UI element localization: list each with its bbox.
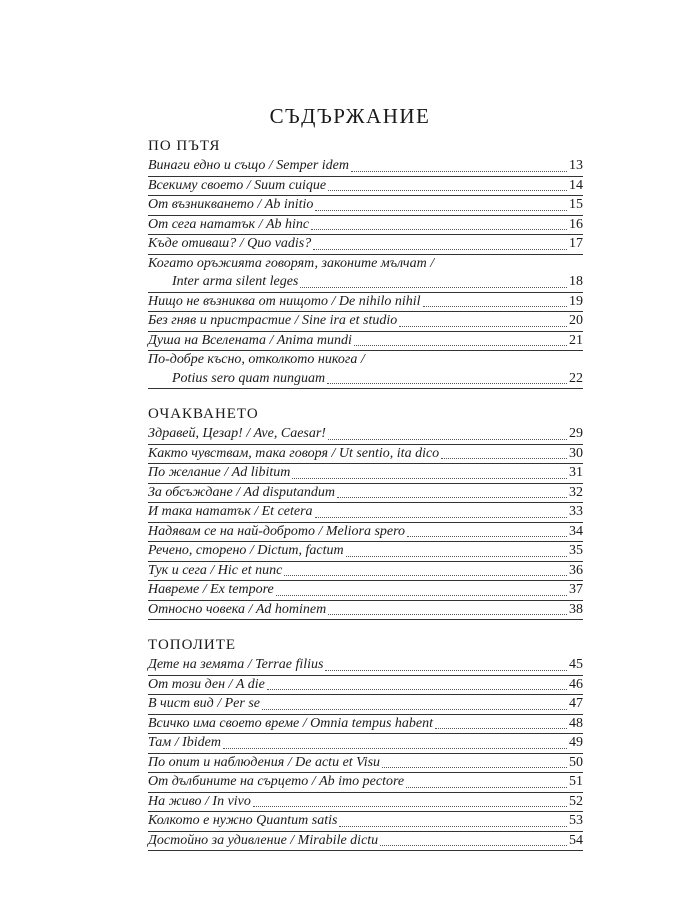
toc-section: [148, 634, 583, 851]
toc-entry-title: В чист вид / Per se: [148, 695, 260, 714]
page-number: 50: [569, 754, 583, 770]
page-number: 15: [569, 197, 583, 212]
dot-leader: [253, 802, 567, 807]
page-number: 48: [569, 715, 583, 731]
toc-entry-title: Душа на Вселената / Anima mundi: [148, 332, 352, 351]
toc-entry: [148, 581, 583, 601]
toc-entry-title: Навреме / Ex tempore: [148, 581, 274, 600]
toc-entry-title: Когато оръжията говорят, законите мълчат /: [148, 255, 435, 271]
page-number: 13: [569, 158, 583, 173]
dot-leader: [351, 167, 567, 172]
toc-entry: [148, 312, 583, 332]
dot-leader: [328, 610, 567, 615]
toc-entry-title: Дете на земята / Terrae filius: [148, 656, 323, 675]
dot-leader: [327, 379, 567, 384]
page-number: 52: [569, 793, 583, 809]
page-number: 14: [569, 177, 583, 193]
toc-entry-title: Нищо не възниква от нищото / De nihilo nihil: [148, 293, 421, 312]
dot-leader: [328, 435, 567, 440]
dot-leader: [407, 532, 567, 537]
page-number: 18: [569, 274, 583, 289]
toc-entry: [148, 676, 583, 696]
page-number: 54: [569, 832, 583, 848]
toc-entry: [148, 370, 583, 390]
toc-entry-title: По желание / Ad libitum: [148, 464, 290, 483]
dot-leader: [223, 744, 567, 749]
dot-leader: [346, 552, 567, 557]
page-number: 47: [569, 696, 583, 711]
toc-entry: [148, 216, 583, 236]
toc-entry-title: От дълбините на сърцето / Ab imo pectore: [148, 773, 404, 792]
page-number: 53: [569, 813, 583, 828]
dot-leader: [300, 283, 567, 288]
toc-entry: [148, 812, 583, 832]
section-heading: ТОПОЛИТЕ: [148, 637, 237, 653]
toc-entry-title: Без гняв и пристрастие / Sine ira et studio: [148, 312, 397, 331]
dot-leader: [325, 666, 567, 671]
toc-entry: [148, 754, 583, 774]
dot-leader: [315, 206, 567, 211]
page-number: 17: [569, 236, 583, 251]
toc-entry: [148, 196, 583, 216]
dot-leader: [423, 302, 567, 307]
toc-entry: [148, 293, 583, 313]
toc-entry: [148, 656, 583, 676]
dot-leader: [339, 822, 567, 827]
toc-entry-title: От този ден / A die: [148, 676, 265, 695]
page-number: 33: [569, 504, 583, 519]
toc-entry-title: Там / Ibidem: [148, 734, 221, 753]
toc-entry-title: Надявам се на най-доброто / Meliora spero: [148, 523, 405, 542]
page-number: 16: [569, 216, 583, 232]
toc-entry-title: Достойно за удивление / Mirabile dictu: [148, 832, 378, 851]
section-heading: ПО ПЪТЯ: [148, 138, 221, 154]
toc-entry: [148, 425, 583, 445]
toc-entry: [148, 157, 583, 177]
dot-leader: [380, 841, 567, 846]
toc-entry-title: Всекиму своето / Suum cuique: [148, 177, 326, 196]
page-number: 36: [569, 562, 583, 578]
toc-entry: [148, 464, 583, 484]
toc-entry: [148, 523, 583, 543]
dot-leader: [276, 591, 567, 596]
dot-leader: [315, 513, 567, 518]
dot-leader: [337, 493, 567, 498]
page-number: 31: [569, 465, 583, 480]
toc-entry: [148, 332, 583, 352]
toc-entry-title: Здравей, Цезар! / Ave, Caesar!: [148, 425, 326, 444]
dot-leader: [435, 724, 567, 729]
toc-entry-title: От възникването / Ab initio: [148, 196, 313, 215]
page-number: 30: [569, 445, 583, 461]
toc-entry: [148, 695, 583, 715]
toc-section: [148, 403, 583, 620]
section-heading: ОЧАКВАНЕТО: [148, 406, 259, 422]
page-number: 20: [569, 313, 583, 328]
toc-entry: [148, 734, 583, 754]
page-number: 45: [569, 657, 583, 672]
page-number: 46: [569, 676, 583, 692]
page-number: 51: [569, 774, 583, 789]
table-of-contents: [148, 135, 583, 865]
toc-entry-title: Къде отиваш? / Quo vadis?: [148, 235, 311, 254]
dot-leader: [399, 322, 567, 327]
toc-entry-title: Речено, сторено / Dictum, factum: [148, 542, 344, 561]
page-number: 34: [569, 523, 583, 539]
toc-entry: [148, 715, 583, 735]
toc-entry: [148, 273, 583, 293]
dot-leader: [292, 474, 567, 479]
toc-entry: [148, 503, 583, 523]
toc-entry: [148, 832, 583, 852]
toc-entry-title: Както чувствам, така говоря / Ut sentio, ita dico: [148, 445, 439, 464]
page-number: 37: [569, 582, 583, 597]
toc-entry: [148, 177, 583, 197]
dot-leader: [328, 186, 567, 191]
page-number: 22: [569, 370, 583, 386]
toc-section: [148, 135, 583, 389]
toc-entry-title: Тук и сега / Hic et nunc: [148, 562, 282, 581]
toc-entry: [148, 484, 583, 504]
toc-entry-title: Винаги едно и също / Semper idem: [148, 157, 349, 176]
toc-entry: [148, 542, 583, 562]
toc-entry-title: Колкото е нужно Quantum satis: [148, 812, 337, 831]
toc-entry: [148, 601, 583, 621]
toc-entry: [148, 562, 583, 582]
toc-entry: [148, 445, 583, 465]
page-number: 38: [569, 601, 583, 617]
page-number: 32: [569, 484, 583, 500]
toc-entry-title: Всичко има своето време / Omnia tempus habent: [148, 715, 433, 734]
page-title: СЪДЪРЖАНИЕ: [269, 104, 431, 128]
page-number: 35: [569, 543, 583, 558]
toc-entry-title: От сега нататък / Ab hinc: [148, 216, 309, 235]
toc-entry-continuation: Potius sero quam nunguam: [148, 370, 325, 389]
toc-entry-title: Относно човека / Ad hominem: [148, 601, 326, 620]
dot-leader: [382, 763, 567, 768]
toc-entry-title: По-добре късно, отколкото никога /: [148, 352, 365, 367]
toc-entry: [148, 793, 583, 813]
toc-entry-title: На живо / In vivo: [148, 793, 251, 812]
toc-entry: [148, 235, 583, 255]
dot-leader: [441, 454, 567, 459]
dot-leader: [311, 225, 567, 230]
toc-entry-title: И така нататък / Et cetera: [148, 503, 313, 522]
dot-leader: [313, 245, 567, 250]
page-number: 49: [569, 735, 583, 750]
dot-leader: [354, 341, 567, 346]
page-number: 29: [569, 426, 583, 441]
page-number: 19: [569, 293, 583, 309]
page-number: 21: [569, 332, 583, 348]
dot-leader: [406, 783, 567, 788]
dot-leader: [284, 571, 567, 576]
toc-entry-title: По опит и наблюдения / De actu et Visu: [148, 754, 380, 773]
toc-entry-title: За обсъждане / Ad disputandum: [148, 484, 335, 503]
toc-entry: [148, 773, 583, 793]
dot-leader: [262, 705, 567, 710]
dot-leader: [267, 685, 567, 690]
toc-entry-continuation: Inter arma silent leges: [148, 273, 298, 292]
